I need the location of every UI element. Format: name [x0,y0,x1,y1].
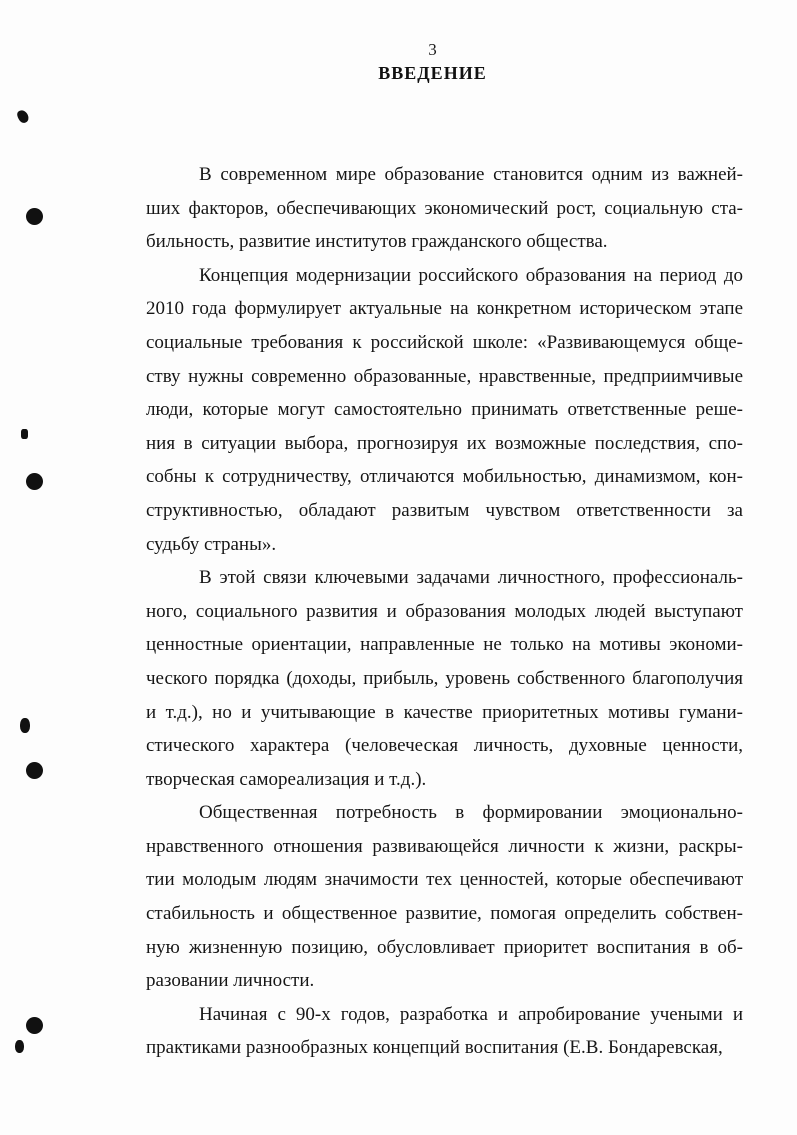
paragraph-line: Начиная с 90-х годов, разработка и апробирование учеными и [199,1003,743,1025]
paragraph-line: ству нужны современно образованные, нравственные, предприимчивые [146,365,743,387]
paragraph-line: ческого порядка (доходы, прибыль, уровень собственного благополучия [146,667,743,689]
paragraph-line: собны к сотрудничеству, отличаются мобильностью, динамизмом, кон- [146,466,743,488]
punch-hole-mark [26,1017,43,1034]
binding-mark [20,718,30,733]
paragraph [146,158,743,259]
page-title: ВВЕДЕНИЕ [378,63,487,83]
paragraph-line: творческая самореализация и т.д.). [146,768,427,790]
binding-mark [21,429,28,439]
paragraph-line: тии молодым людям значимости тех ценностей, которые обеспечивают [146,869,743,891]
punch-hole-mark [26,208,43,225]
document-body [146,158,743,1065]
paragraph-line: В современном мире образование становится одним из важней- [199,164,743,185]
paragraph-line: разовании личности. [146,970,315,992]
paragraph-line: бильность, развитие институтов гражданского общества. [146,231,608,253]
paragraph-line: стабильность и общественное развитие, помогая определить собствен- [146,903,743,925]
paragraph-line: социальные требования к российской школе: «Развивающемуся обще- [146,331,743,353]
paragraph-line: и т.д.), но и учитывающие в качестве приоритетных мотивы гумани- [146,701,743,723]
punch-hole-mark [26,473,43,490]
paragraph [146,259,743,561]
paragraph-line: люди, которые могут самостоятельно принимать ответственные реше- [146,399,743,421]
paragraph-line: структивностью, обладают развитым чувством ответственности за [146,499,743,521]
paragraph-line: 2010 года формулирует актуальные на конкретном историческом этапе [146,298,743,320]
paragraph-line: практиками разнообразных концепций воспитания (Е.В. Бондаревская, [146,1037,723,1059]
paragraph-line: нравственного отношения развивающейся личности к жизни, раскры- [146,835,743,857]
paragraph-line: ния в ситуации выбора, прогнозируя их возможные последствия, спо- [146,432,743,454]
paragraph-line: ного, социального развития и образования молодых людей выступают [146,600,743,622]
paragraph-line: стического характера (человеческая личность, духовные ценности, [146,735,743,757]
page-number: 3 [428,40,437,59]
paragraph-line: Концепция модернизации российского образования на период до [199,264,743,286]
paragraph-line: судьбу страны». [146,533,277,555]
paragraph [146,561,743,796]
paragraph [146,796,743,998]
paragraph-line: В этой связи ключевыми задачами личностного, профессиональ- [199,567,743,589]
paragraph-line: ную жизненную позицию, обусловливает приоритет воспитания в об- [146,936,743,958]
binding-mark [16,108,31,124]
paragraph-line: ценностные ориентации, направленные не только на мотивы экономи- [146,634,743,656]
paragraph [146,998,743,1065]
binding-mark [15,1040,24,1053]
paragraph-line: ших факторов, обеспечивающих экономический рост, социальную ста- [146,197,743,219]
punch-hole-mark [26,762,43,779]
paragraph-line: Общественная потребность в формировании эмоционально- [199,802,743,824]
